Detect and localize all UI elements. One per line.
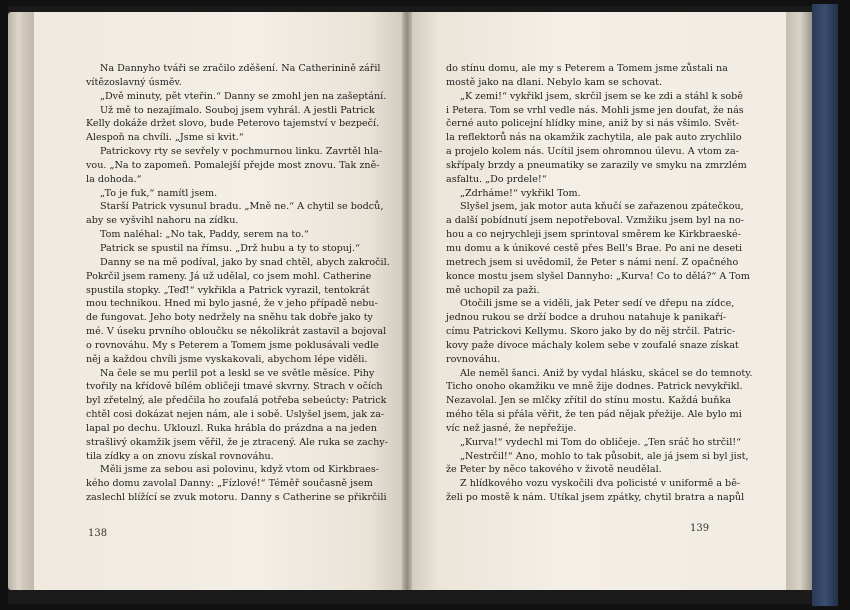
left-page-number: 138 — [88, 528, 108, 539]
text-line: Tom naléhal: „No tak, Paddy, serem na to.“ — [100, 229, 309, 241]
text-line: Měli jsme za sebou asi polovinu, když vtom od Kirkbraes- — [100, 464, 380, 476]
left-page-edges — [8, 12, 34, 590]
text-line: že Peter by něco takového v životě neudělal. — [446, 464, 662, 476]
text-line: Kelly dokáže držet slovo, bude Peterovo tajemství v bezpečí. — [86, 118, 380, 130]
text-line: Ale neměl šanci. Aniž by vydal hlásku, skácel se do temnoty. — [460, 367, 753, 379]
text-line: tila zídky a on znovu získal rovnováhu. — [86, 450, 274, 462]
text-line: Otočili jsme se a viděli, jak Peter sedí ve dřepu na zídce, — [460, 298, 735, 310]
text-line: kovy paže divoce máchaly kolem sebe v zoufalé snaze získat — [446, 339, 739, 351]
text-line: a další pobídnutí jsem nepotřeboval. Vzmžiku jsem byl na no- — [446, 215, 744, 227]
text-line: vítězoslavný úsměv. — [86, 76, 182, 88]
text-line: Už mě to nezajímalo. Souboj jsem vyhrál. A jestli Patrick — [100, 104, 375, 116]
text-line: metrech jsem si uvědomil, že Peter s námi není. Z opačného — [446, 256, 739, 268]
text-line: hou a co nejrychleji jsem sprintoval směrem ke Kirkbraeské- — [446, 229, 741, 241]
text-line: strašlivý okamžik jsem věřil, že je ztracený. Ale ruka se zachy- — [86, 436, 388, 448]
right-page-text — [446, 62, 753, 505]
right-page-edges — [786, 12, 814, 590]
text-line: vou. „Na to zapomeň. Pomalejší přejde most znovu. Tak zně- — [86, 159, 380, 171]
text-line: „Zdrháme!“ vykřikl Tom. — [460, 187, 581, 199]
text-line: něj a každou chvíli jsme vyskakovali, abychom lépe viděli. — [86, 353, 368, 365]
text-line: kého domu zavolal Danny: „Fízlové!“ Téměř současně jsem — [86, 478, 373, 490]
text-line: tvořily na křídově bílém obličeji tmavé skvrny. Strach v očích — [86, 381, 383, 393]
text-line: mu domu a k únikové cestě přes Bell's Brae. Po ani ne deseti — [446, 242, 743, 254]
text-line: mostě jako na dlani. Nebylo kam se schovat. — [446, 76, 663, 88]
text-line: byl zřetelný, ale předčila ho zoufalá potřeba sebeúcty: Patrick — [86, 395, 387, 407]
book-gutter — [402, 12, 412, 590]
text-line: Nezavolal. Jen se mlčky zřítil do stínu mostu. Každá buňka — [446, 395, 732, 407]
text-line: konce mostu jsem slyšel Dannyho: „Kurva! Co to dělá?“ A Tom — [446, 270, 750, 282]
text-line: Na čele se mu perlil pot a leskl se ve světle měsíce. Pihy — [100, 367, 375, 379]
text-line: mé. V úseku prvního obloučku se několikrát zastavil a bojoval — [86, 326, 387, 338]
text-line: víc než jasné, že nepřežije. — [446, 422, 577, 434]
background-strip — [812, 4, 838, 606]
text-line: Patrick se spustil na římsu. „Drž hubu a ty to stopuj.“ — [100, 242, 360, 254]
text-line: Danny se na mě podíval, jako by snad chtěl, abych zakročil. — [100, 256, 390, 268]
text-line: i Petera. Tom se vrhl vedle nás. Mohli jsme jen doufat, že nás — [446, 104, 744, 116]
text-line: Alespoň na chvíli. „Jsme si kvit.“ — [86, 132, 244, 144]
text-line: mě uchopil za paži. — [446, 284, 540, 296]
text-line: la dohoda.“ — [86, 173, 142, 185]
left-page-text — [86, 62, 390, 505]
text-line: a projelo kolem nás. Ucítil jsem ohromnou úlevu. A vtom za- — [446, 146, 739, 158]
text-line: mou technikou. Hned mi bylo jasné, že v jeho případě nebu- — [86, 298, 378, 310]
text-line: skřípaly brzdy a pneumatiky se zarazily ve smyku na zmrzlém — [446, 159, 747, 171]
text-line: mého těla si přála věřit, že ten pád nějak přežije. Ale bylo mi — [446, 409, 742, 421]
text-line: „Kurva!“ vydechl mi Tom do obličeje. „Ten sráč ho strčil!“ — [460, 436, 742, 448]
text-line: do stínu domu, ale my s Peterem a Tomem jsme zůstali na — [446, 63, 728, 74]
text-line: jednou rukou se drží bodce a druhou natahuje k panikaří- — [446, 312, 727, 324]
right-page-number: 139 — [690, 523, 710, 534]
text-line: „Nestrčil!“ Ano, mohlo to tak působit, ale já jsem si byl jist, — [460, 450, 749, 462]
text-line: la reflektorů nás na okamžik zachytila, ale pak auto zrychlilo — [446, 132, 742, 144]
text-line: Na Dannyho tváři se zračilo zděšení. Na Catherinině zářil — [100, 63, 381, 74]
text-line: de fungovat. Jeho boty nedržely na sněhu tak dobře jako ty — [86, 312, 373, 324]
text-line: „To je fuk,“ namítl jsem. — [100, 187, 218, 199]
text-line: „K zemi!“ vykřikl jsem, skrčil jsem se ke zdi a stáhl k sobě — [460, 90, 743, 102]
text-line: Starší Patrick vysunul bradu. „Mně ne.“ A chytil se bodců, — [100, 201, 384, 213]
text-line: o rovnováhu. My s Peterem a Tomem jsme poklusávali vedle — [86, 339, 379, 351]
text-line: černé auto policejní hlídky mine, aniž by si nás všimlo. Svět- — [446, 118, 740, 130]
text-line: címu Patrickovi Kellymu. Skoro jako by do něj strčil. Patric- — [446, 326, 736, 338]
text-line: želi po mostě k nám. Utíkal jsem zpátky, chytil bratra a napůl — [446, 492, 745, 504]
text-line: Ticho onoho okamžiku ve mně žije dodnes. Patrick nevykřikl. — [446, 381, 743, 393]
text-line: rovnováhu. — [446, 353, 501, 365]
text-line: Patrickovy rty se sevřely v pochmurnou linku. Zavrtěl hla- — [100, 146, 383, 158]
text-line: zaslechl blížící se zvuk motoru. Danny s Catherine se přikrčili — [86, 492, 387, 504]
text-line: chtěl cosi dokázat nejen nám, ale i sobě. Uslyšel jsem, jak za- — [86, 409, 385, 421]
text-line: „Dvě minuty, pět vteřin.“ Danny se zmohl jen na zašeptání. — [100, 90, 387, 102]
text-line: asfaltu. „Do prdele!“ — [446, 173, 547, 185]
text-line: Z hlídkového vozu vyskočili dva policisté v uniformě a bě- — [460, 478, 741, 490]
text-line: lapal po dechu. Uklouzl. Ruka hrábla do prázdna a na jeden — [86, 422, 377, 434]
text-line: aby se vyšvihl nahoru na zídku. — [86, 215, 239, 227]
text-line: spustila stopky. „Teď!“ vykřikla a Patrick vyrazil, tentokrát — [86, 284, 370, 296]
text-line: Pokrčil jsem rameny. Já už udělal, co jsem mohl. Catherine — [86, 270, 372, 282]
text-line: Slyšel jsem, jak motor auta kňučí se zařazenou zpátečkou, — [460, 201, 744, 213]
